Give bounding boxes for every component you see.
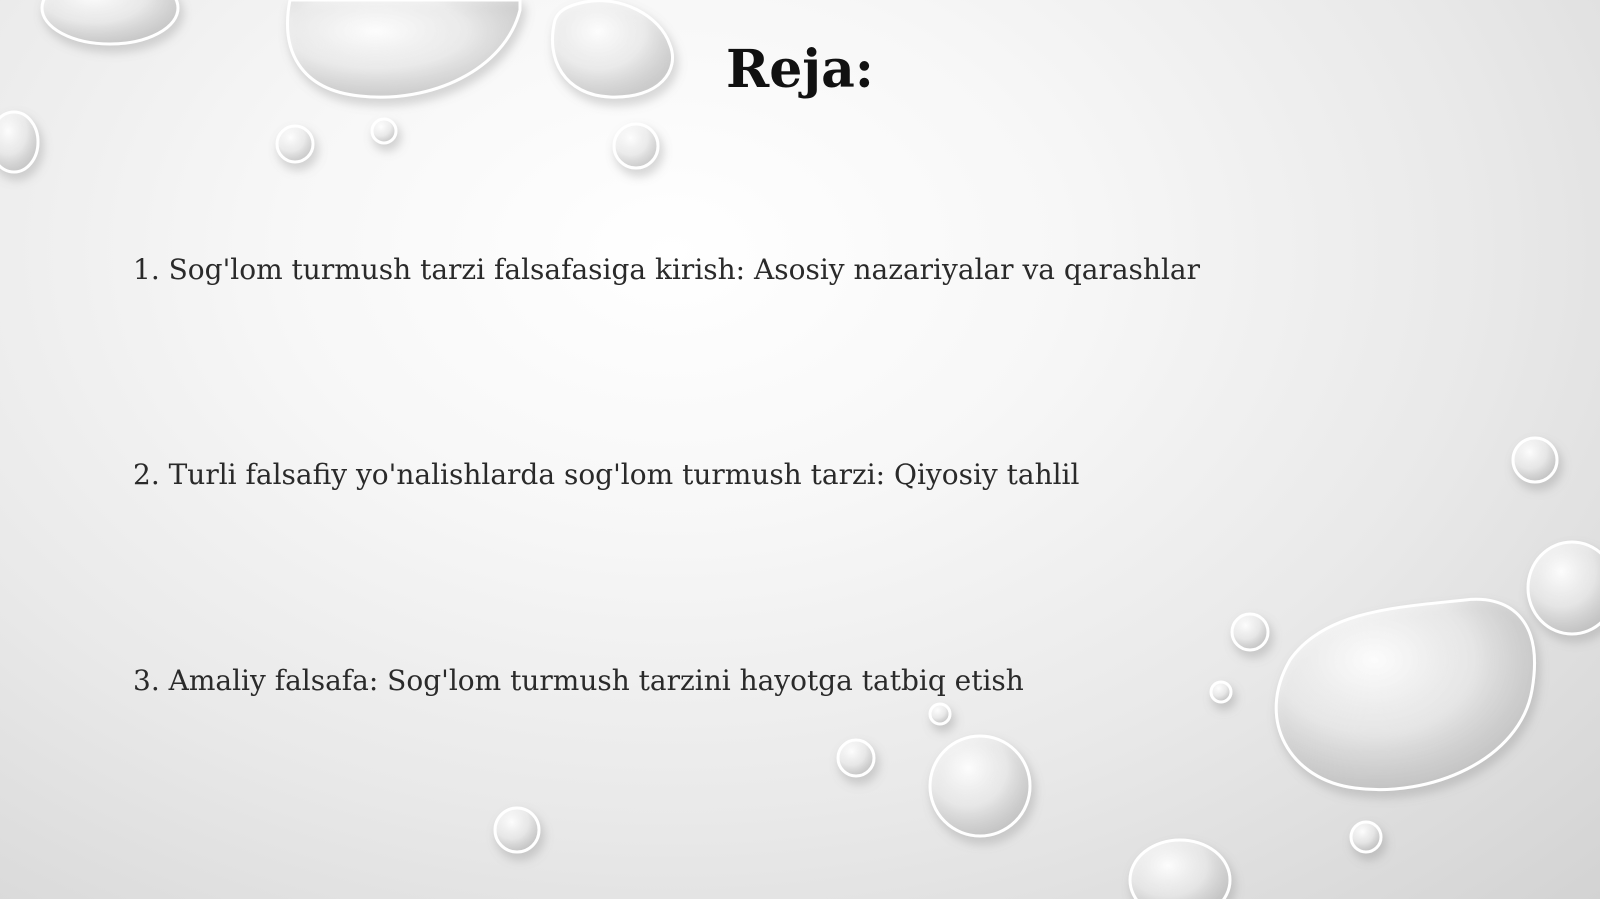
droplet: [1351, 822, 1381, 852]
droplet: [614, 124, 658, 168]
droplet: [1211, 682, 1231, 702]
droplet: [1130, 840, 1230, 899]
droplet: [1232, 614, 1268, 650]
droplet: [1276, 599, 1534, 789]
droplet: [0, 112, 38, 172]
droplet: [930, 736, 1030, 836]
plan-item-3: 3. Amaliy falsafa: Sog'lom turmush tarzini hayotga tatbiq etish: [133, 664, 1024, 697]
plan-item-2: 2. Turli falsafiy yo'nalishlarda sog'lom turmush tarzi: Qiyosiy tahlil: [133, 458, 1080, 491]
droplet: [1513, 438, 1557, 482]
droplet: [495, 808, 539, 852]
droplet: [277, 126, 313, 162]
droplet: [838, 740, 874, 776]
droplet: [1528, 542, 1600, 634]
droplet: [372, 119, 396, 143]
droplet: [42, 0, 178, 44]
droplet: [930, 704, 950, 724]
plan-item-1: 1. Sog'lom turmush tarzi falsafasiga kirish: Asosiy nazariyalar va qarashlar: [133, 253, 1200, 286]
slide-title: Reja:: [725, 39, 874, 100]
